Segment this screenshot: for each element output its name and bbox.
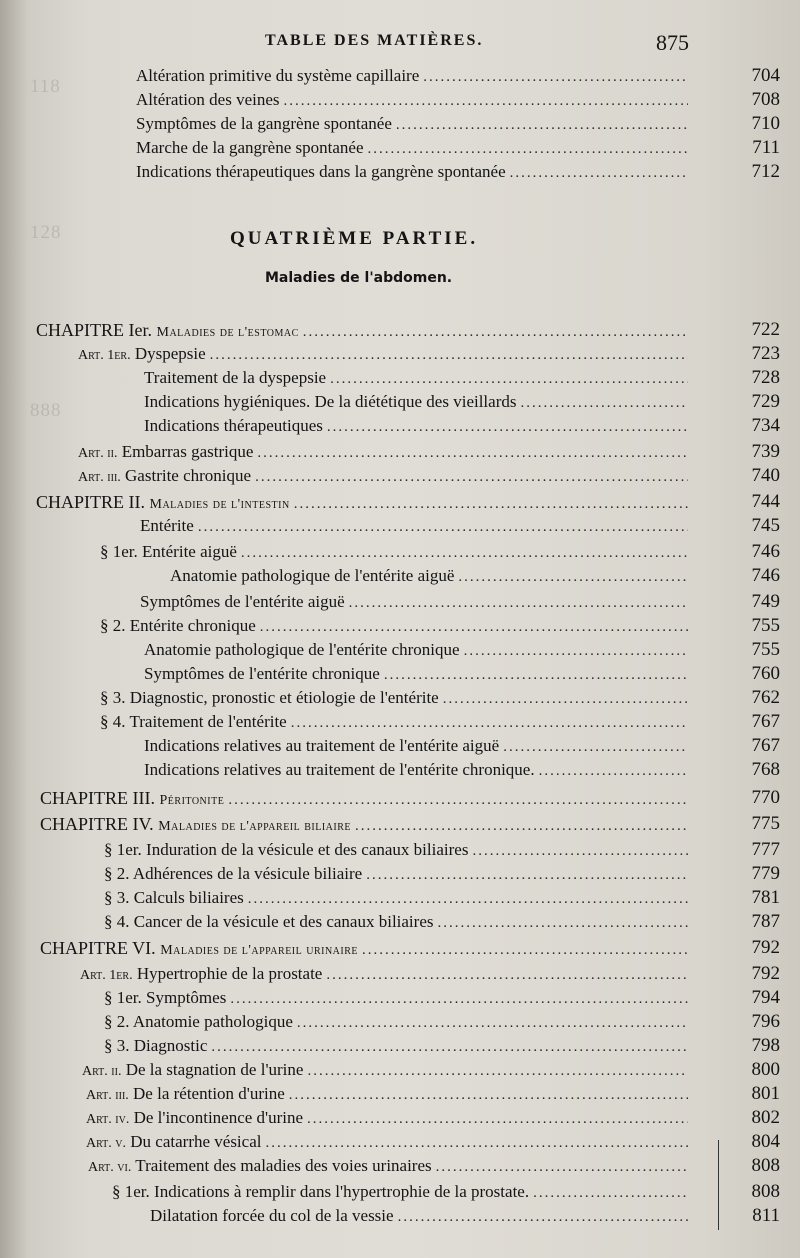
- toc-entry: [80, 962, 780, 986]
- toc-entry: [100, 540, 780, 564]
- toc-entry-title: Péritonite: [159, 793, 225, 808]
- toc-entry-title: Symptômes: [146, 988, 227, 1007]
- toc-chapter-entry: [40, 812, 780, 836]
- toc-entry-prefix: § 3.: [100, 688, 126, 707]
- toc-entry-prefix: Art. iii.: [86, 1088, 129, 1103]
- leader-dots: [289, 1083, 688, 1107]
- leader-dots: [464, 639, 688, 663]
- toc-entry-page: 728: [751, 367, 780, 388]
- toc-entry-title: Traitement de l'entérite: [129, 712, 287, 731]
- leader-dots: [423, 65, 688, 89]
- toc-entry: [100, 710, 780, 734]
- toc-entry-page: 762: [751, 687, 780, 708]
- toc-entry-page: 781: [751, 887, 780, 908]
- toc-entry: [144, 366, 780, 390]
- toc-entry-page: 710: [751, 113, 780, 134]
- toc-entry-label: [82, 1058, 303, 1084]
- toc-entry: [104, 910, 780, 934]
- toc-entry-title: Indications à remplir dans l'hypertrophie de la prostate.: [154, 1182, 530, 1201]
- toc-entry-prefix: § 1er.: [112, 1182, 150, 1201]
- toc-entry-label: [36, 318, 299, 345]
- leader-dots: [510, 161, 688, 185]
- toc-entry-page: 767: [751, 711, 780, 732]
- leader-dots: [396, 113, 688, 137]
- toc-entry-title: Calculs biliaires: [133, 888, 244, 907]
- toc-entry-page: 777: [751, 839, 780, 860]
- leader-dots: [228, 788, 688, 812]
- toc-entry-page: 811: [752, 1205, 780, 1226]
- toc-entry-label: Marche de la gangrène spontanée: [136, 138, 364, 157]
- toc-entry: [88, 1154, 780, 1178]
- toc-entry: [100, 614, 780, 638]
- toc-entry: [104, 1034, 780, 1058]
- toc-entry-prefix: § 1er.: [100, 542, 138, 561]
- toc-entry-label: [40, 812, 351, 839]
- toc-entry-title: Hypertrophie de la prostate: [136, 964, 323, 983]
- leader-dots: [297, 1011, 688, 1035]
- toc-entry: [78, 440, 780, 464]
- toc-entry-title: Gastrite chronique: [125, 466, 252, 485]
- toc-entry-label: Indications thérapeutiques dans la gangrène spontanée: [136, 162, 506, 181]
- toc-entry-label: Anatomie pathologique de l'entérite aiguë: [170, 566, 455, 585]
- toc-entry-label: [86, 1130, 261, 1156]
- toc-entry-label: Entérite: [140, 516, 194, 535]
- toc-entry: [104, 862, 780, 886]
- toc-entry-label: [40, 786, 224, 813]
- leader-dots: [303, 320, 688, 344]
- toc-entry-prefix: CHAPITRE II.: [36, 492, 145, 512]
- toc-entry-title: Maladies de l'appareil biliaire: [158, 819, 352, 834]
- toc-entry-label: [104, 862, 362, 886]
- toc-entry-title: Maladies de l'intestin: [149, 497, 290, 512]
- leader-dots: [260, 615, 688, 639]
- toc-entry-title: Diagnostic, pronostic et étiologie de l'entérite: [129, 688, 439, 707]
- toc-entry-label: Altération des veines: [136, 90, 280, 109]
- toc-entry: [140, 514, 780, 538]
- toc-entry-title: Maladies de l'estomac: [156, 325, 299, 340]
- toc-entry: [100, 686, 780, 710]
- page-number: 875: [656, 30, 689, 55]
- toc-entry-page: 808: [751, 1181, 780, 1202]
- toc-entry: [144, 758, 780, 782]
- toc-entry-title: De la rétention d'urine: [133, 1084, 285, 1103]
- toc-entry-page: 796: [751, 1011, 780, 1032]
- leader-dots: [368, 137, 689, 161]
- toc-entry-prefix: Art. 1er.: [80, 968, 133, 983]
- toc-entry-page: 734: [751, 415, 780, 436]
- margin-rule: [718, 1140, 719, 1230]
- toc-entry-title: Entérite aiguë: [142, 542, 237, 561]
- toc-entry-label: [78, 342, 206, 368]
- toc-entry: [78, 464, 780, 488]
- toc-entry-page: 787: [751, 911, 780, 932]
- toc-entry-title: Induration de la vésicule et des canaux biliaires: [146, 840, 469, 859]
- toc-entry-label: [100, 614, 256, 638]
- toc-entry-page: 749: [751, 591, 780, 612]
- toc-entry-prefix: § 2.: [104, 1012, 130, 1031]
- toc-entry-label: [88, 1154, 432, 1180]
- toc-entry-page: 739: [751, 441, 780, 462]
- toc-entry: [104, 986, 780, 1010]
- leader-dots: [458, 565, 688, 589]
- toc-entry-label: [78, 440, 253, 466]
- toc-entry-page: 767: [751, 735, 780, 756]
- toc-entry-label: [100, 540, 237, 564]
- toc-entry-label: Symptômes de la gangrène spontanée: [136, 114, 392, 133]
- leader-dots: [503, 735, 688, 759]
- toc-entry-prefix: § 1er.: [104, 840, 142, 859]
- leader-dots: [443, 687, 688, 711]
- toc-entry-label: [86, 1082, 285, 1108]
- toc-entry-label: [36, 490, 290, 517]
- toc-entry-page: 729: [751, 391, 780, 412]
- toc-chapter-entry: [36, 318, 780, 342]
- toc-entry-title: Adhérences de la vésicule biliaire: [132, 864, 363, 883]
- toc-entry-page: 704: [751, 65, 780, 86]
- toc-chapter-entry: [40, 936, 780, 960]
- toc-entry-label: Anatomie pathologique de l'entérite chronique: [144, 640, 460, 659]
- toc-entry: [136, 112, 780, 136]
- toc-entry-page: 740: [751, 465, 780, 486]
- toc-entry-label: Indications thérapeutiques: [144, 416, 323, 435]
- toc-entry-label: Indications relatives au traitement de l'entérite aiguë: [144, 736, 500, 755]
- toc-chapter-entry: [40, 786, 780, 810]
- toc-entry-page: 746: [751, 565, 780, 586]
- toc-entry-prefix: Art. 1er.: [78, 348, 131, 363]
- toc-entry-title: Traitement des maladies des voies urinaires: [135, 1156, 432, 1175]
- leader-dots: [198, 515, 688, 539]
- toc-entry: [140, 590, 780, 614]
- toc-entry-prefix: Art. iii.: [78, 470, 121, 485]
- leader-dots: [355, 814, 688, 838]
- toc-entry-label: Indications hygiéniques. De la diététique des vieillards: [144, 392, 517, 411]
- leader-dots: [472, 839, 688, 863]
- toc-entry-page: 755: [751, 615, 780, 636]
- toc-entry: [144, 390, 780, 414]
- toc-entry-label: [104, 838, 468, 862]
- toc-entry-title: Entérite chronique: [129, 616, 256, 635]
- toc-entry-page: 712: [751, 161, 780, 182]
- toc-entry-page: 708: [751, 89, 780, 110]
- toc-entry: [144, 734, 780, 758]
- toc-entry-label: Indications relatives au traitement de l'entérite chronique.: [144, 760, 535, 779]
- toc-entry-label: [104, 986, 226, 1010]
- leader-dots: [230, 987, 688, 1011]
- leader-dots: [330, 367, 688, 391]
- toc-entry-prefix: CHAPITRE IV.: [40, 814, 154, 834]
- toc-entry: [170, 564, 780, 588]
- toc-entry-title: Dyspepsie: [134, 344, 206, 363]
- leader-dots: [437, 911, 688, 935]
- toc-entry-title: Embarras gastrique: [121, 442, 254, 461]
- toc-entry-page: 746: [751, 541, 780, 562]
- toc-entry-label: Symptômes de l'entérite chronique: [144, 664, 380, 683]
- toc-entry-page: 798: [751, 1035, 780, 1056]
- leader-dots: [539, 759, 688, 783]
- toc-entry-title: De l'incontinence d'urine: [133, 1108, 304, 1127]
- toc-entry-label: [104, 886, 244, 910]
- toc-entry-title: Cancer de la vésicule et des canaux biliaires: [133, 912, 434, 931]
- toc-entry-prefix: Art. v.: [86, 1136, 127, 1151]
- toc-entry-page: 801: [751, 1083, 780, 1104]
- part-title: QUATRIÈME PARTIE.: [230, 228, 479, 249]
- toc-entry-page: 775: [751, 813, 780, 834]
- toc-entry: [136, 160, 780, 184]
- toc-entry: [78, 342, 780, 366]
- toc-entry-label: [104, 1010, 293, 1034]
- leader-dots: [362, 938, 688, 962]
- toc-entry-page: 808: [751, 1155, 780, 1176]
- toc-entry-page: 755: [751, 639, 780, 660]
- toc-entry-page: 800: [751, 1059, 780, 1080]
- toc-entry-label: [100, 686, 439, 710]
- leader-dots: [255, 465, 688, 489]
- toc-entry-title: Maladies de l'appareil urinaire: [160, 943, 359, 958]
- toc-entry-prefix: CHAPITRE VI.: [40, 938, 156, 958]
- toc-entry: [136, 64, 780, 88]
- leader-dots: [291, 711, 688, 735]
- toc-entry-prefix: § 3.: [104, 1036, 130, 1055]
- toc-entry-prefix: § 4.: [100, 712, 126, 731]
- toc-entry: [136, 88, 780, 112]
- toc-entry: [144, 414, 780, 438]
- toc-entry-label: [104, 910, 433, 934]
- toc-entry: [144, 638, 780, 662]
- show-through-text: 118: [30, 76, 61, 97]
- toc-entry-page: 768: [751, 759, 780, 780]
- part-subtitle: Maladies de l'abdomen.: [265, 270, 453, 286]
- toc-entry-label: [112, 1180, 529, 1204]
- toc-entry-page: 779: [751, 863, 780, 884]
- toc-entry-label: [78, 464, 251, 490]
- toc-chapter-entry: [36, 490, 780, 514]
- toc-entry: [144, 662, 780, 686]
- leader-dots: [241, 541, 688, 565]
- toc-entry-title: Diagnostic: [133, 1036, 208, 1055]
- toc-entry-prefix: § 2.: [100, 616, 126, 635]
- toc-entry-page: 802: [751, 1107, 780, 1128]
- toc-entry-title: De la stagnation de l'urine: [125, 1060, 304, 1079]
- toc-entry-title: Du catarrhe vésical: [130, 1132, 262, 1151]
- toc-entry-label: Traitement de la dyspepsie: [144, 368, 327, 387]
- leader-dots: [284, 89, 688, 113]
- toc-entry-page: 770: [751, 787, 780, 808]
- toc-entry-prefix: Art. vi.: [88, 1160, 132, 1175]
- leader-dots: [326, 963, 688, 987]
- toc-entry-prefix: § 3.: [104, 888, 130, 907]
- running-title: TABLE DES MATIÈRES.: [265, 32, 484, 49]
- toc-entry-label: [40, 936, 358, 963]
- toc-entry-label: Symptômes de l'entérite aiguë: [140, 592, 345, 611]
- toc-entry-prefix: § 2.: [104, 864, 130, 883]
- leader-dots: [294, 492, 688, 516]
- leader-dots: [349, 591, 688, 615]
- toc-entry-page: 745: [751, 515, 780, 536]
- toc-entry: [104, 838, 780, 862]
- toc-entry: [150, 1204, 780, 1228]
- toc-entry-prefix: CHAPITRE III.: [40, 788, 155, 808]
- leader-dots: [211, 1035, 688, 1059]
- toc-entry: [136, 136, 780, 160]
- toc-entry-label: Dilatation forcée du col de la vessie: [150, 1206, 394, 1225]
- toc-entry: [82, 1058, 780, 1082]
- page-header: [0, 30, 800, 58]
- leader-dots: [520, 391, 688, 415]
- toc-entry-page: 711: [752, 137, 780, 158]
- toc-entry: [104, 886, 780, 910]
- leader-dots: [257, 441, 688, 465]
- toc-entry: [86, 1130, 780, 1154]
- toc-entry-page: 794: [751, 987, 780, 1008]
- toc-entry-prefix: § 4.: [104, 912, 130, 931]
- toc-entry-prefix: § 1er.: [104, 988, 142, 1007]
- toc-entry-page: 722: [751, 319, 780, 340]
- toc-entry-prefix: Art. ii.: [82, 1064, 122, 1079]
- toc-entry-page: 792: [751, 937, 780, 958]
- toc-entry-label: [104, 1034, 207, 1058]
- leader-dots: [436, 1155, 688, 1179]
- show-through-text: 128: [30, 222, 62, 243]
- toc-entry: [86, 1082, 780, 1106]
- toc-entry-label: [100, 710, 287, 734]
- toc-entry-page: 744: [751, 491, 780, 512]
- toc-entry-label: [80, 962, 322, 988]
- leader-dots: [210, 343, 688, 367]
- toc-entry-prefix: CHAPITRE Ier.: [36, 320, 152, 340]
- toc-entry-page: 723: [751, 343, 780, 364]
- toc-entry-prefix: Art. iv.: [86, 1112, 130, 1127]
- toc-entry: [112, 1180, 780, 1204]
- leader-dots: [307, 1107, 688, 1131]
- leader-dots: [384, 663, 688, 687]
- leader-dots: [398, 1205, 688, 1229]
- leader-dots: [327, 415, 688, 439]
- toc-entry-page: 760: [751, 663, 780, 684]
- toc-entry-prefix: Art. ii.: [78, 446, 118, 461]
- show-through-text: 888: [30, 400, 62, 421]
- toc-entry-page: 792: [751, 963, 780, 984]
- leader-dots: [248, 887, 688, 911]
- toc-entry: [86, 1106, 780, 1130]
- toc-entry-label: [86, 1106, 303, 1132]
- toc-entry-title: Anatomie pathologique: [132, 1012, 293, 1031]
- leader-dots: [366, 863, 688, 887]
- leader-dots: [307, 1059, 688, 1083]
- toc-entry-label: Altération primitive du système capillaire: [136, 66, 420, 85]
- leader-dots: [533, 1181, 688, 1205]
- toc-entry: [104, 1010, 780, 1034]
- leader-dots: [265, 1131, 688, 1155]
- toc-entry-page: 804: [751, 1131, 780, 1152]
